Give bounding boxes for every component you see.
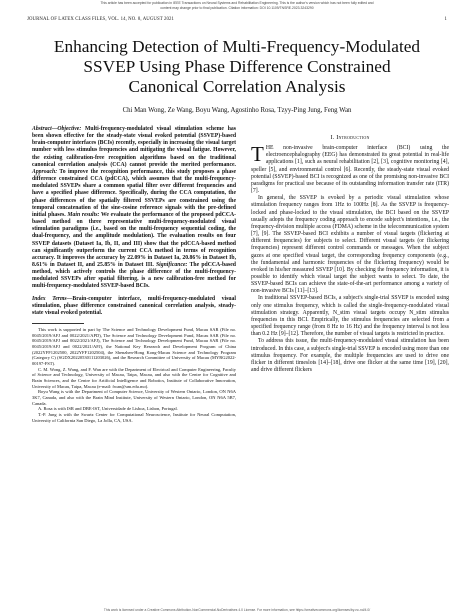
paper-title: [20, 37, 454, 97]
index-terms-label: Index Terms: [32, 295, 67, 302]
right-column: [251, 126, 449, 374]
abstract-significance: The pdCCA-based method, which actively controls the phase difference of the multi-frequency-modulated SSVEPs after spatial filtering, is a new calibration-free method for multi-frequency-modulated SSVEP-based BCIs.: [32, 261, 236, 290]
preprint-banner-line1: This article has been accepted for publication in IEEE Transactions on Neural Systems and Rehabilitation Engineering. This is the author's version which has not been fully edited and: [100, 1, 374, 5]
footnote-funding: This work is supported in part by The Science and Technology Development Fund, Macau SAR (File no. 0045/2019/AFJ and 0022/2021/APD), The Science and Technology Development Fund, Macau SAR (File no. 0045/2019/AFJ and 0022/2021/AFJ), The Science and Technology Development Fund, Macau SAR (File no. 0045/2019/AFJ and 0022/2021/AFJ), the National Key Research and Development Program of China (2022YFF1202500, 2022YFF1202504), the Shenzhen-Hong Kong-Macau Science and Technology Program (Category C) (SGDX20220530111203026), and the Research Committee of University of Macau (MYRG2022-00197-FST).: [32, 327, 236, 366]
license-banner: This work is licensed under a Creative Commons Attribution-NonCommercial-NoDerivatives 4.0 License. For more information, see https://creativecommons.org/licenses/by-nc-nd/4.0/: [103, 608, 371, 612]
running-head: [27, 17, 447, 22]
index-terms: [32, 296, 236, 317]
page-number: 1: [444, 17, 447, 22]
significance-label: Significance:: [156, 261, 188, 268]
title-line-1: Enhancing Detection of Multi-Frequency-Modulated: [53, 37, 421, 56]
title-line-2: SSVEP Using Phase Difference Constrained: [83, 57, 391, 76]
results-label: Main results:: [67, 211, 100, 218]
preprint-banner: [0, 0, 474, 11]
abstract-label: Abstract—Objective:: [32, 126, 82, 132]
left-column: [32, 126, 236, 423]
title-line-3: Canonical Correlation Analysis: [128, 77, 346, 96]
intro-paragraph-3: In traditional SSVEP-based BCIs, a subject's single-trial SSVEP is encoded using only one stimulus frequency, which is called the single-frequency-modulated visual stimulation strategy. Apparently, N_stim visual targets occupy N_stim stimulus frequencies in this BCI. Empirically, the stimulus frequencies are selected from a specified frequency range (from 8 Hz to 16 Hz) and the frequency interval is not less than 0.2 Hz [9]–[12]. Therefore, the number of visual targets is restricted in practice.: [251, 295, 449, 338]
preprint-banner-line2: content may change prior to final publication. Citation information: DOI 10.1109/TNSRE.2023.3243290: [160, 6, 314, 10]
footnote-affiliation-1: C. M. Wong, Z. Wang, and F. Wan are with the Department of Electrical and Computer Engineering, Faculty of Science and Technology, University of Macau, Taipa, Macau, and also with the Centre for Cognitive and Brain Sciences, and the Centre for Artificial Intelligence and Robotics, Institute of Collaborative Innovation, University of Macau, Taipa, Macau (e-mail: fwan@um.edu.mo).: [32, 366, 236, 389]
footnote-affiliation-4: T.-P. Jung is with the Swartz Center for Computational Neuroscience, Institute for Neural Computation, University of California San Diego, La Jolla, CA, USA.: [32, 411, 236, 423]
abstract-approach: To improve the recognition performance, this study proposes a phase difference constrained CCA (pdCCA), which assumes that the multi-frequency-modulated SSVEPs share a common spatial filter over different frequencies and have a specified phase difference. Specifically, during the CCA computation, the phase differences of the spatially filtered SSVEPs are constrained using the temporal concatenation of the sine-cosine reference signals with the pre-defined initial phases.: [32, 168, 236, 218]
abstract-objective: Multi-frequency-modulated visual stimulation scheme has been shown effective for the steady-state visual evoked potential (SSVEP)-based brain-computer interfaces (BCIs) recently, especially in increasing the visual target number with less stimulus frequencies and mitigating the visual fatigue. However, the existing calibration-free recognition algorithms based on the traditional canonical correlation analysis (CCA) cannot provide the merited performance.: [32, 126, 236, 168]
footnote-affiliation-2: Boyu Wang is with the Department of Computer Science, University of Western Ontario, London, ON N6A 3K7, Canada, and also with the Brain Mind Institute, University of Western Ontario, London, ON N6A 5B7, Canada.: [32, 389, 236, 406]
drop-cap: T: [251, 142, 264, 167]
intro-paragraph-1-text: HE non-invasive brain-computer interface (BCI) using the electroencephalography (EEG) has demonstrated its great potential in real-life applications [1], such as neural rehabilitation [2], [3], cognitive monitoring [4], speller [5], and environmental control [6]. Recently, the steady-state visual evoked potential (SSVEP)-based BCI is recognized as one of the promising non-invasive BCI paradigms for practical use because of its outstanding information transfer rate (ITR) [7].: [251, 145, 449, 195]
journal-name: JOURNAL OF LATEX CLASS FILES, VOL. 14, NO. 8, AUGUST 2021: [27, 17, 174, 22]
intro-paragraph-4: To address this issue, the multi-frequency-modulated visual stimulation has been introduced. In this case, a subject's single-trial SSVEP is encoded using more than one stimulus frequency. For example, the multiple frequencies are used to drive one flicker in different timeslots [14]–[18], drive one flicker at the same time [19], [20], and drive different flickers: [251, 338, 449, 373]
intro-paragraph-1: [251, 142, 449, 195]
abstract-results: We evaluate the performance of the proposed pdCCA-based method on three representative multi-frequency-modulated visual stimulation paradigms (i.e., based on the multi-frequency sequential coding, the dual-frequency, and the amplitude modulation). The evaluation results on four SSVEP datasets (Dataset Ia, Ib, II, and III) show that the pdCCA-based method can significantly outperform the current CCA method in terms of recognition accuracy. It improves the accuracy by 22.09% in Dataset Ia, 20.86% in Dataset Ib, 8.61% in Dataset II, and 25.85% in Dataset III.: [32, 211, 236, 268]
author-list: Chi Man Wong, Ze Wang, Boyu Wang, Agostinho Rosa, Tzyy-Ping Jung, Feng Wan: [122, 107, 352, 114]
index-terms-text: —Brain-computer interface, multi-frequency-modulated visual stimulation, phase difference constrained canonical correlation analysis, steady-state visual evoked potential.: [32, 295, 236, 316]
intro-paragraph-2: In general, the SSVEP is evoked by a periodic visual stimulation whose stimulation frequency ranges from 1Hz to 100Hz [8]. As the SSVEP is frequency-locked and phase-locked to the visual stimulation, the BCI based on the SSVEP usually adopts the frequency coding approach to encode subject's intentions, i.e., the frequency-division multiple access (FDMA) scheme in the telecommunication system [7], [9]. The SSVEP-based BCI exhibits a number of visual targets (flickering at different frequencies) for subjects to select. Different visual targets (or flickering frequencies) represent different control commands or messages. When the subject gazes at one specified visual target, the corresponding frequency components (e.g., the fundamental and harmonic frequencies of the flickering frequency) would be evoked in his/her measured SSVEP [10]. By checking the frequency information, it is possible to identify which visual target the subject wants to select. To date, the SSVEP-based BCIs can achieve the state-of-the-art performance among a variety of non-invasive BCIs [11]–[13].: [251, 195, 449, 295]
footnote-rule: [32, 323, 84, 324]
abstract: [32, 126, 236, 291]
footnote-affiliation-3: A. Rosa is with ISR and DBE-IST, Universidade de Lisboa, Lisbon, Portugal.: [38, 406, 178, 412]
approach-label: Approach:: [32, 168, 58, 175]
section-heading: I. Introduction: [330, 134, 370, 141]
